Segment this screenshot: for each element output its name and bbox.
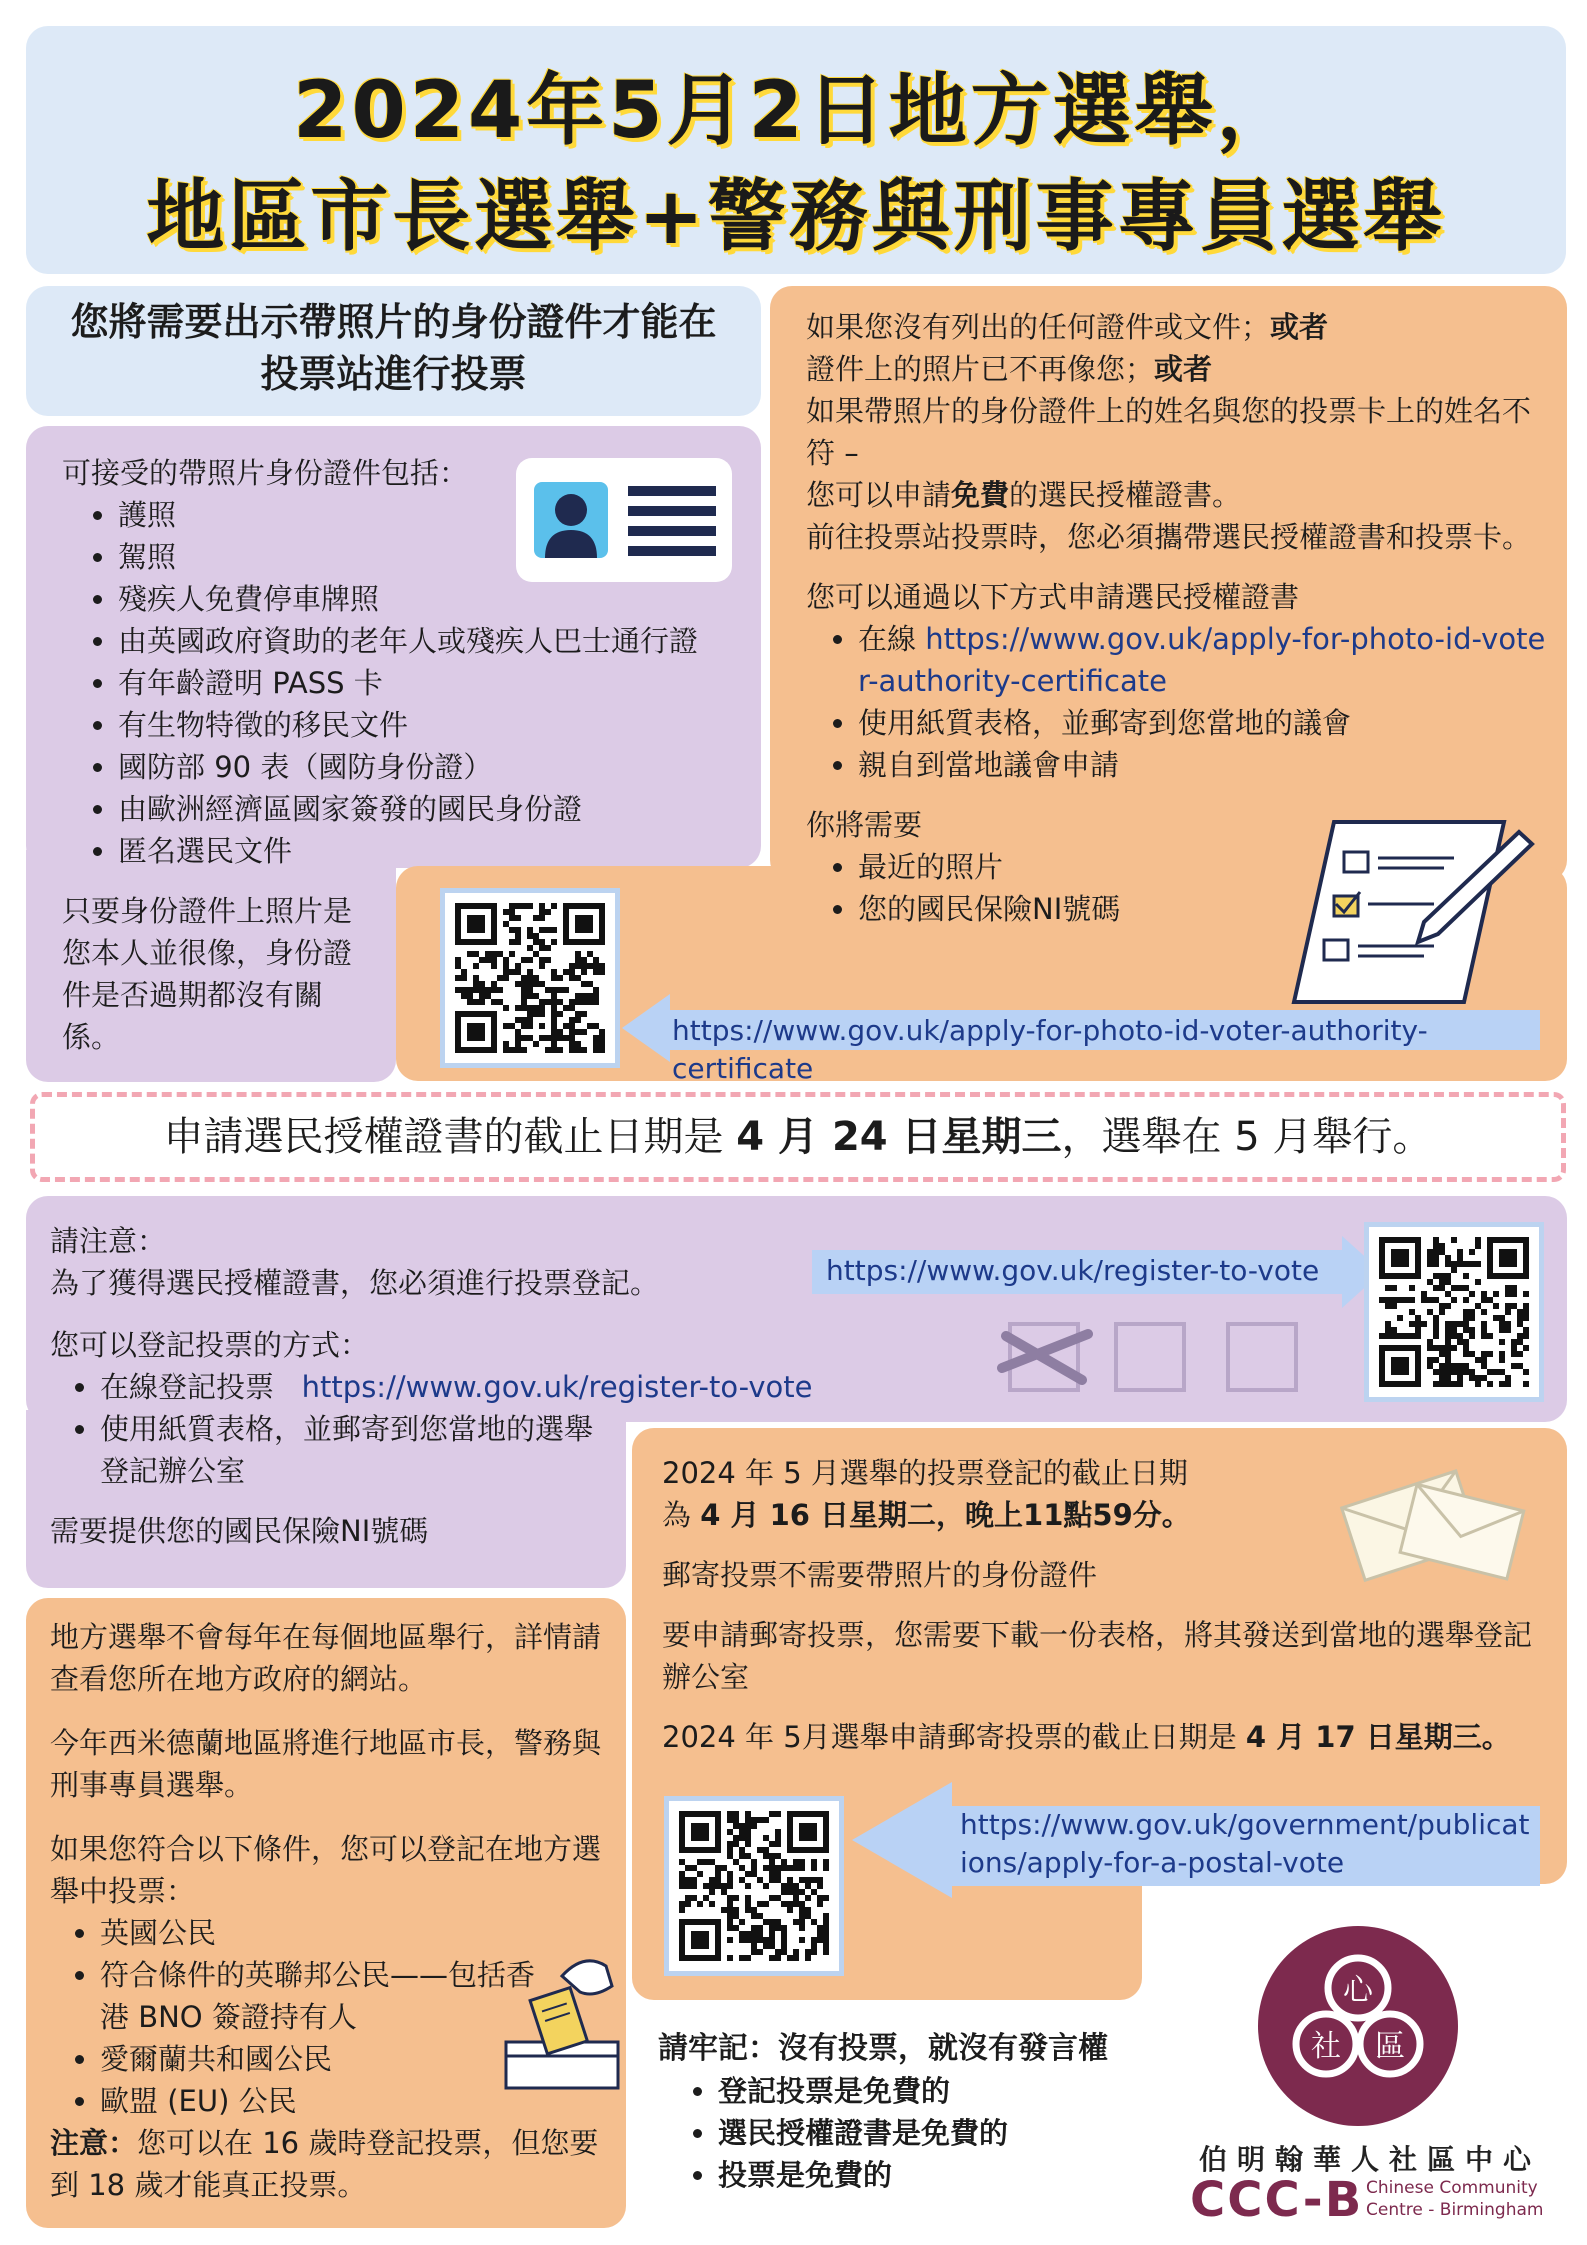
arrow-left-icon (852, 1782, 952, 1898)
list-item: • 由歐洲經濟區國家簽發的國民身份證 (118, 788, 752, 830)
local-para2: 今年西米德蘭地區將進行地區市長，警務與刑事專員選舉。 (50, 1726, 602, 1802)
vac-online-link[interactable]: https://www.gov.uk/apply-for-photo-id-voter-authority-certificate (858, 622, 1546, 698)
or-label: 或者 (1270, 310, 1329, 344)
local-para1: 地方選舉不會每年在每個地區舉行，詳情請查看您所在地方政府的網站。 (50, 1620, 602, 1696)
vac-line1: 如果您沒有列出的任何證件或文件； (806, 310, 1271, 344)
postal-no-id: 郵寄投票不需要帶照片的身份證件 (662, 1558, 1098, 1592)
vac-link-bar[interactable] (668, 1010, 1540, 1085)
qr-icon (679, 1811, 829, 1961)
photo-id-heading: 您將需要出示帶照片的身份證件才能在投票站進行投票 (70, 300, 717, 396)
list-item: • 使用紙質表格，並郵寄到您當地的議會 (858, 702, 1546, 744)
list-item: • 您的國民保險NI號碼 (858, 888, 1546, 930)
free-label: 免費 (951, 478, 1010, 512)
envelopes-icon (1338, 1458, 1528, 1588)
logo-char: 社 (1311, 2029, 1341, 2064)
qr-icon (1379, 1237, 1529, 1387)
logo-char: 區 (1375, 2029, 1405, 2064)
logo-char: 心 (1343, 1973, 1373, 2008)
vac-qr-code[interactable] (440, 888, 620, 1068)
accepted-ids-intro: 可接受的帶照片身份證件包括： (62, 456, 469, 490)
list-item: • 護照 (118, 494, 752, 536)
list-item: • 親自到當地議會申請 (858, 744, 1546, 786)
ccc-b-emblem (1160, 1916, 1580, 2156)
list-item (858, 618, 1546, 702)
list-item: • 駕照 (118, 536, 752, 578)
register-online-link[interactable]: https://www.gov.uk/register-to-vote (301, 1370, 813, 1404)
list-item: • 選民授權證書是免費的 (718, 2112, 1138, 2154)
photo-id-heading-box (26, 286, 761, 416)
list-item: • 歐盟 (EU) 公民 (100, 2080, 540, 2122)
age-note: 您可以在 16 歲時登記投票，但您要到 18 歲才能真正投票。 (50, 2126, 599, 2202)
org-name-zh: 伯明翰華人社區中心 (1198, 2143, 1541, 2176)
arrow-left-icon (622, 994, 670, 1062)
vac-line5: 前往投票站投票時，您必須攜帶選民授權證書和投票卡。 (806, 520, 1532, 554)
remember-heading: 請牢記：沒有投票，就沒有發言權 (658, 2031, 1108, 2066)
qr-icon (455, 903, 605, 1053)
note-label: 注意： (50, 2126, 138, 2160)
list-item: • 登記投票是免費的 (718, 2070, 1138, 2112)
vac-line3: 如果帶照片的身份證件上的姓名與您的投票卡上的姓名不符 – (806, 394, 1532, 470)
vac-deadline-banner (30, 1092, 1566, 1182)
postal-qr-code[interactable] (664, 1796, 844, 1976)
title-banner (26, 26, 1566, 274)
list-item: • 英國公民 (100, 1912, 540, 1954)
online-label: 在線 (858, 622, 917, 656)
postal-deadline-date: 4 月 16 日星期二，晚上11點59分。 (700, 1498, 1191, 1532)
list-item: • 最近的照片 (858, 846, 1546, 888)
ballot-box-icon (494, 1946, 624, 2096)
local-elections-text (50, 1616, 610, 2206)
ni-note: 需要提供您的國民保險NI號碼 (50, 1514, 429, 1548)
list-item: • 有年齡證明 PASS 卡 (118, 662, 752, 704)
list-item: • 匿名選民文件 (118, 830, 752, 872)
list-item: • 符合條件的英聯邦公民——包括香港 BNO 簽證持有人 (100, 1954, 540, 2038)
vac-link-url[interactable]: https://www.gov.uk/apply-for-photo-id-voter-authority-certificate (672, 1014, 1428, 1085)
or-label: 或者 (1154, 352, 1213, 386)
deadline-text: 申請選民授權證書的截止日期是 (163, 1114, 737, 1160)
expiry-note: 只要身份證件上照片是您本人並很像，身份證件是否過期都沒有關係。 (62, 894, 353, 1054)
list-item: • 有生物特徵的移民文件 (118, 704, 752, 746)
list-item: • 使用紙質表格，並郵寄到您當地的選舉登記辦公室 (100, 1408, 600, 1492)
deadline-date: 4 月 24 日星期三 (736, 1114, 1062, 1160)
ccc-b-logo (1160, 1916, 1580, 2236)
postal-link-bar[interactable] (950, 1806, 1540, 1886)
register-link-bar[interactable] (812, 1250, 1342, 1294)
remember-box (658, 2028, 1138, 2196)
vac-line2: 證件上的照片已不再像您； (806, 352, 1155, 386)
list-item: • 由英國政府資助的老年人或殘疾人巴士通行證 (118, 620, 752, 662)
checkbox-row-icon (996, 1318, 1316, 1398)
list-item: • 殘疾人免費停車牌照 (118, 578, 752, 620)
list-item: • 國防部 90 表（國防身份證） (118, 746, 752, 788)
title-line-2: 地區市長選舉+警務與刑事專員選舉 (146, 172, 1446, 262)
checklist-pen-icon (1274, 812, 1544, 1012)
postal-apply-deadline-date: 4 月 17 日星期三。 (1245, 1720, 1511, 1754)
list-item (100, 1366, 850, 1408)
local-para3: 如果您符合以下條件，您可以登記在地方選舉中投票： (50, 1832, 602, 1908)
note-label: 請注意： (50, 1224, 167, 1258)
org-name-en-1: Chinese Community (1366, 2178, 1538, 2198)
register-methods-intro: 您可以登記投票的方式： (50, 1328, 370, 1362)
list-item: • 投票是免費的 (718, 2154, 1138, 2196)
vac-need-intro: 你將需要 (806, 808, 923, 842)
register-qr-code[interactable] (1364, 1222, 1544, 1402)
list-item: • 愛爾蘭共和國公民 (100, 2038, 540, 2080)
postal-deadline-line1: 2024 年 5 月選舉的投票登記的截止日期 (662, 1456, 1188, 1490)
org-abbr: CCC-B (1190, 2172, 1364, 2228)
register-link-url[interactable]: https://www.gov.uk/register-to-vote (826, 1254, 1320, 1287)
vac-line4: 您可以申請 (806, 478, 952, 512)
vac-apply-intro: 您可以通過以下方式申請選民授權證書 (806, 580, 1300, 614)
title-line-1: 2024年5月2日地方選舉， (293, 66, 1299, 156)
postal-apply-deadline: 2024 年 5月選舉申請郵寄投票的截止日期是 (662, 1720, 1246, 1754)
register-note: 為了獲得選民授權證書，您必須進行投票登記。 (50, 1266, 660, 1300)
postal-how-to: 要申請郵寄投票，您需要下載一份表格，將其發送到當地的選舉登記辦公室 (662, 1618, 1533, 1694)
postal-link-url[interactable]: https://www.gov.uk/government/publications/apply-for-a-postal-vote (960, 1808, 1530, 1879)
org-name-en-2: Centre - Birmingham (1366, 2200, 1544, 2220)
postal-deadline-prefix: 為 (662, 1498, 701, 1532)
vac-line4-end: 的選民授權證書。 (1009, 478, 1242, 512)
online-register-label: 在線登記投票 (100, 1370, 275, 1404)
deadline-text-end: ，選舉在 5 月舉行。 (1061, 1114, 1433, 1160)
id-card-icon (516, 458, 732, 582)
